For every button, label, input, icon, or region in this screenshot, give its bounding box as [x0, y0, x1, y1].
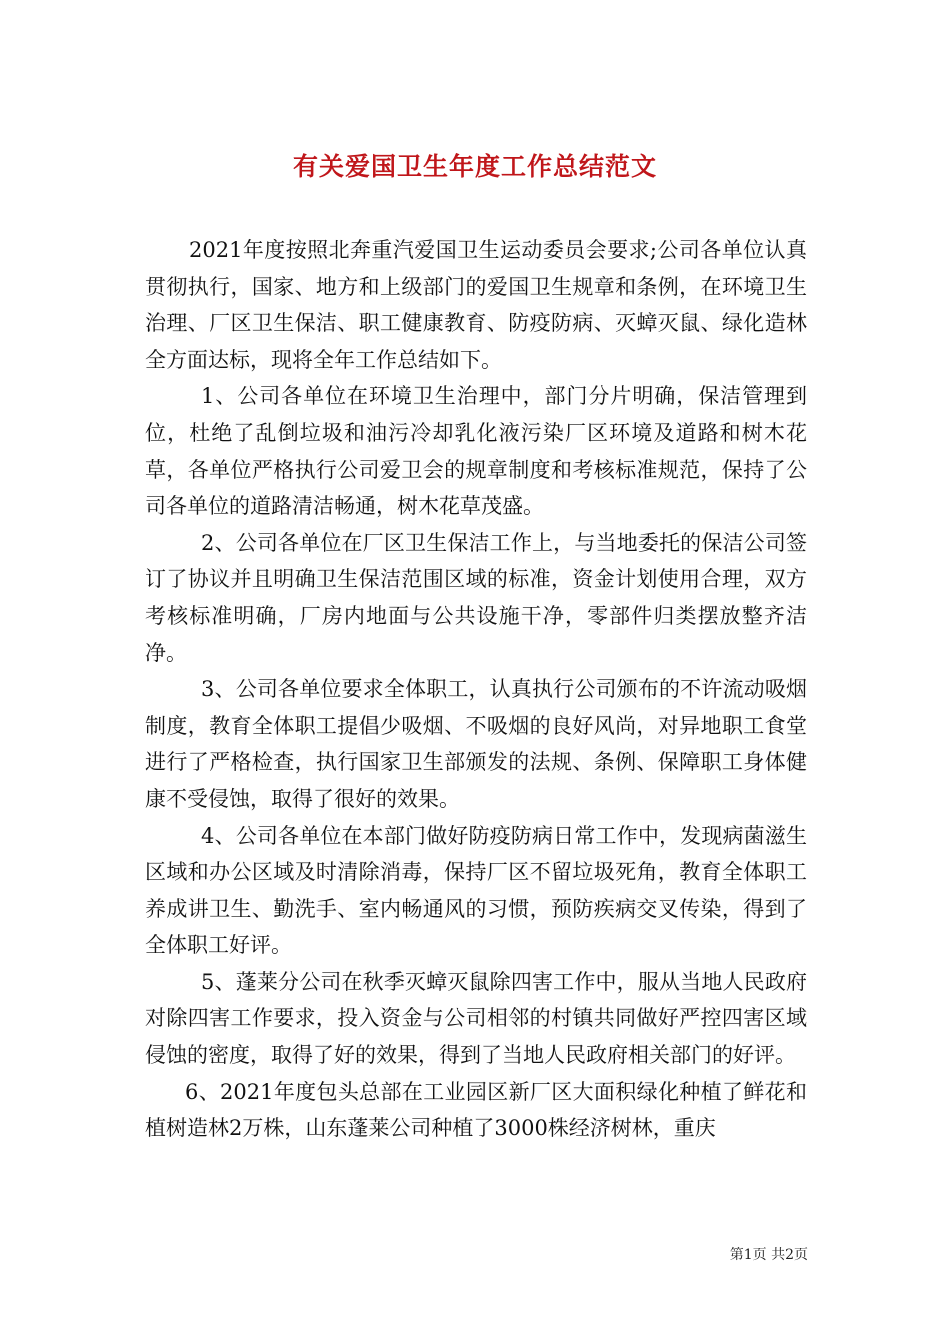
page-number-footer: 第1页 共2页	[729, 1247, 808, 1263]
paragraph-intro: 2021年度按照北奔重汽爱国卫生运动委员会要求;公司各单位认真贯彻执行，国家、地方和上级部门的爱国卫生规章和条例，在环境卫生治理、厂区卫生保洁、职工健康教育、防疫防病、灭蟑灭鼠、绿化造林全方面达标，现将全年工作总结如下。	[145, 238, 807, 372]
paragraph-item-6: 6、2021年度包头总部在工业园区新厂区大面积绿化种植了鲜花和植树造林2万株，山东蓬莱公司种植了3000株经济树林，重庆	[145, 1079, 807, 1141]
paragraph-item-5: 5、蓬莱分公司在秋季灭蟑灭鼠除四害工作中，服从当地人民政府对除四害工作要求，投入资金与公司相邻的村镇共同做好严控四害区域侵蚀的密度，取得了好的效果，得到了当地人民政府相关部门的好评。	[145, 969, 807, 1068]
paragraph-item-1: 1、公司各单位在环境卫生治理中，部门分片明确，保洁管理到位，杜绝了乱倒垃圾和油污冷却乳化液污染厂区环境及道路和树木花草，各单位严格执行公司爱卫会的规章制度和考核标准规范，保持了公司各单位的道路清洁畅通，树木花草茂盛。	[145, 384, 807, 519]
paragraph-item-2: 2、公司各单位在厂区卫生保洁工作上，与当地委托的保洁公司签订了协议并且明确卫生保洁范围区域的标准，资金计划使用合理，双方考核标准明确，厂房内地面与公共设施干净，零部件归类摆放整齐洁净。	[145, 530, 807, 665]
paragraph-item-3: 3、公司各单位要求全体职工，认真执行公司颁布的不许流动吸烟制度，教育全体职工提倡少吸烟、不吸烟的良好风尚，对异地职工食堂进行了严格检查，执行国家卫生部颁发的法规、条例、保障职工身体健康不受侵蚀，取得了很好的效果。	[145, 677, 807, 811]
paragraph-item-4: 4、公司各单位在本部门做好防疫防病日常工作中，发现病菌滋生区域和办公区域及时清除消毒，保持厂区不留垃圾死角，教育全体职工养成讲卫生、勤洗手、室内畅通风的习惯，预防疾病交叉传染，得到了全体职工好评。	[145, 823, 807, 958]
document-body	[145, 232, 807, 1147]
document-title: 有关爱国卫生年度工作总结范文	[292, 151, 657, 181]
